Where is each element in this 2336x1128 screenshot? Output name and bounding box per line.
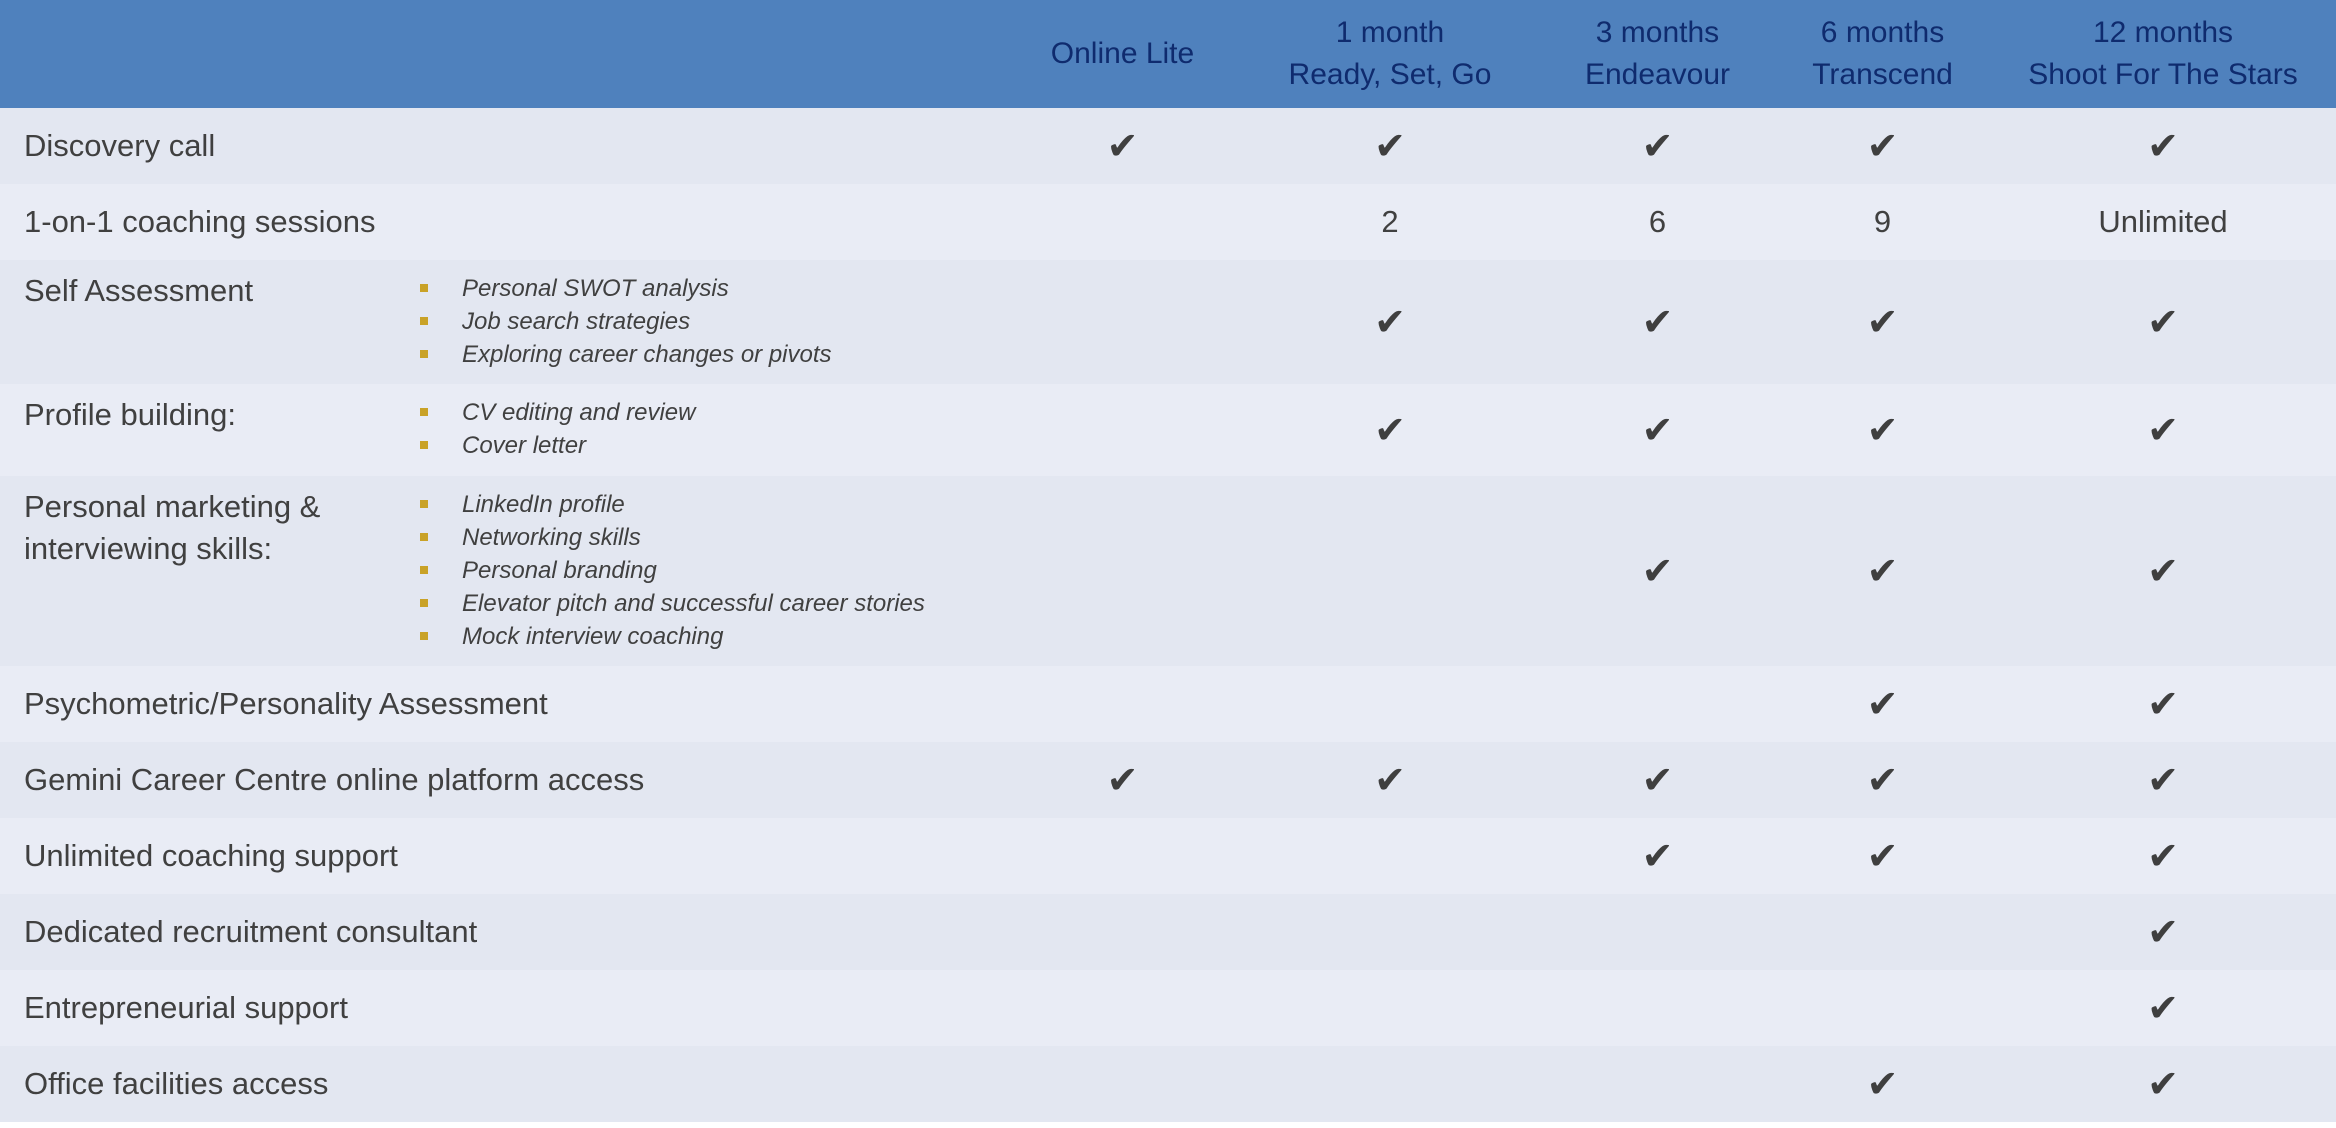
table-cell xyxy=(1995,184,2331,260)
table-cell xyxy=(1235,260,1545,384)
table-cell xyxy=(1235,970,1545,1046)
table-cell xyxy=(1235,894,1545,970)
checkmark-icon: ✔ xyxy=(1641,758,1674,802)
header-line1: Online Lite xyxy=(1050,37,1195,70)
checkmark-icon: ✔ xyxy=(1866,549,1899,593)
checkmark-icon: ✔ xyxy=(2147,1062,2179,1106)
checkmark-icon: ✔ xyxy=(2147,910,2179,954)
row-label: Dedicated recruitment consultant xyxy=(24,914,478,949)
list-item xyxy=(420,521,925,554)
square-bullet-icon xyxy=(420,284,428,292)
table-cell xyxy=(1010,476,1235,666)
checkmark-icon: ✔ xyxy=(1641,549,1674,593)
table-row xyxy=(0,742,2336,818)
checkmark-icon: ✔ xyxy=(1641,124,1674,168)
checkmark-icon: ✔ xyxy=(1641,408,1674,452)
table-cell xyxy=(1770,894,1995,970)
list-item xyxy=(420,488,925,521)
checkmark-icon: ✔ xyxy=(2147,758,2179,802)
checkmark-icon: ✔ xyxy=(1374,300,1406,344)
list-item xyxy=(420,272,832,305)
square-bullet-icon xyxy=(420,500,428,508)
table-cell xyxy=(1770,184,1995,260)
list-item xyxy=(420,620,925,653)
header-line1: 6 months xyxy=(1820,16,1945,49)
header-12-months xyxy=(1995,0,2331,108)
bullet-text: Personal branding xyxy=(462,557,657,584)
table-row xyxy=(0,1046,2336,1122)
checkmark-icon: ✔ xyxy=(1866,1062,1899,1106)
table-cell xyxy=(1010,184,1235,260)
table-cell xyxy=(1545,742,1770,818)
cell-value: 9 xyxy=(1873,204,1892,239)
checkmark-icon: ✔ xyxy=(2147,408,2179,452)
table-cell xyxy=(1545,384,1770,476)
header-6-months xyxy=(1770,0,1995,108)
table-cell xyxy=(1545,108,1770,184)
row-label: Self Assessment xyxy=(24,273,254,308)
checkmark-icon: ✔ xyxy=(2147,124,2179,168)
square-bullet-icon xyxy=(420,599,428,607)
table-cell xyxy=(1545,1046,1770,1122)
checkmark-icon: ✔ xyxy=(2147,986,2179,1030)
table-cell xyxy=(1545,894,1770,970)
cell-value: Unlimited xyxy=(2098,204,2228,239)
table-row xyxy=(0,476,2336,666)
square-bullet-icon xyxy=(420,632,428,640)
header-line2: Transcend xyxy=(1812,58,1953,91)
table-cell xyxy=(1770,742,1995,818)
table-body xyxy=(0,108,2336,1122)
table-cell xyxy=(1010,970,1235,1046)
list-item xyxy=(420,554,925,587)
checkmark-icon: ✔ xyxy=(1866,834,1899,878)
square-bullet-icon xyxy=(420,350,428,358)
table-cell xyxy=(1770,666,1995,742)
bullet-text: CV editing and review xyxy=(462,399,696,426)
row-label: Psychometric/Personality Assessment xyxy=(24,686,548,721)
square-bullet-icon xyxy=(420,408,428,416)
table-cell xyxy=(1235,818,1545,894)
table-cell xyxy=(1995,476,2331,666)
cell-value: 2 xyxy=(1381,204,1399,239)
row-label: Entrepreneurial support xyxy=(24,990,348,1025)
table-cell xyxy=(1770,260,1995,384)
table-cell xyxy=(1010,384,1235,476)
table-cell xyxy=(1010,1046,1235,1122)
checkmark-icon: ✔ xyxy=(1374,124,1406,168)
square-bullet-icon xyxy=(420,533,428,541)
table-cell xyxy=(1995,1046,2331,1122)
row-label: Discovery call xyxy=(24,128,216,163)
table-cell xyxy=(1545,476,1770,666)
checkmark-icon: ✔ xyxy=(2147,682,2179,726)
square-bullet-icon xyxy=(420,566,428,574)
row-label: Personal marketing & interviewing skills: xyxy=(24,489,321,566)
checkmark-icon: ✔ xyxy=(1374,758,1406,802)
list-item xyxy=(420,587,925,620)
table-header xyxy=(0,0,2336,108)
table-cell xyxy=(1545,666,1770,742)
table-cell xyxy=(1770,818,1995,894)
table-row xyxy=(0,818,2336,894)
table-cell xyxy=(1995,384,2331,476)
header-line1: 1 month xyxy=(1335,16,1445,49)
table-row xyxy=(0,894,2336,970)
bullet-text: Personal SWOT analysis xyxy=(462,275,729,302)
checkmark-icon: ✔ xyxy=(1866,408,1899,452)
checkmark-icon: ✔ xyxy=(1866,682,1899,726)
cell-value: 6 xyxy=(1648,204,1667,239)
table-cell xyxy=(1235,742,1545,818)
table-cell xyxy=(1995,970,2331,1046)
table-row xyxy=(0,184,2336,260)
table-cell xyxy=(1010,666,1235,742)
table-cell xyxy=(1770,384,1995,476)
table-cell xyxy=(1770,1046,1995,1122)
header-line1: 3 months xyxy=(1595,16,1720,49)
table-cell xyxy=(1770,108,1995,184)
bullet-text: Networking skills xyxy=(462,524,641,551)
feature-bullet-list xyxy=(420,396,695,462)
checkmark-icon: ✔ xyxy=(1641,834,1674,878)
list-item xyxy=(420,338,832,371)
bullet-text: Cover letter xyxy=(462,432,587,459)
table-row xyxy=(0,108,2336,184)
bullet-text: Mock interview coaching xyxy=(462,623,724,650)
checkmark-icon: ✔ xyxy=(1106,758,1139,802)
checkmark-icon: ✔ xyxy=(1866,758,1899,802)
table-cell xyxy=(1545,260,1770,384)
table-cell xyxy=(1545,818,1770,894)
table-cell xyxy=(1235,184,1545,260)
table-cell xyxy=(1010,108,1235,184)
table-cell xyxy=(1010,818,1235,894)
table-cell xyxy=(1010,260,1235,384)
feature-bullet-list xyxy=(420,488,925,653)
header-line2: Ready, Set, Go xyxy=(1288,58,1492,91)
bullet-text: Exploring career changes or pivots xyxy=(462,341,832,368)
checkmark-icon: ✔ xyxy=(1641,300,1674,344)
bullet-text: Elevator pitch and successful career stories xyxy=(462,590,925,617)
table-cell xyxy=(1770,476,1995,666)
table-cell xyxy=(1235,666,1545,742)
table-cell xyxy=(1545,970,1770,1046)
checkmark-icon: ✔ xyxy=(1106,124,1139,168)
header-line1: 12 months xyxy=(2092,16,2234,49)
row-label: Gemini Career Centre online platform access xyxy=(24,762,645,797)
table-cell xyxy=(1995,894,2331,970)
table-row xyxy=(0,970,2336,1046)
row-label: 1-on-1 coaching sessions xyxy=(24,204,376,239)
list-item xyxy=(420,429,695,462)
checkmark-icon: ✔ xyxy=(1866,300,1899,344)
table-cell xyxy=(1995,742,2331,818)
table-cell xyxy=(1545,184,1770,260)
row-label: Office facilities access xyxy=(24,1066,329,1101)
list-item xyxy=(420,396,695,429)
checkmark-icon: ✔ xyxy=(2147,834,2179,878)
bullet-text: Job search strategies xyxy=(462,308,691,335)
table-cell xyxy=(1995,666,2331,742)
header-line2: Endeavour xyxy=(1584,58,1731,91)
checkmark-icon: ✔ xyxy=(2147,300,2179,344)
table-cell xyxy=(1235,384,1545,476)
table-cell xyxy=(1770,970,1995,1046)
checkmark-icon: ✔ xyxy=(1374,408,1406,452)
header-line2: Shoot For The Stars xyxy=(2028,58,2298,91)
table-row xyxy=(0,260,2336,384)
table-cell xyxy=(1995,108,2331,184)
checkmark-icon: ✔ xyxy=(2147,549,2179,593)
header-online-lite xyxy=(1010,0,1235,108)
row-label: Unlimited coaching support xyxy=(24,838,398,873)
table-cell xyxy=(1235,1046,1545,1122)
table-cell xyxy=(1235,108,1545,184)
checkmark-icon: ✔ xyxy=(1866,124,1899,168)
row-label: Profile building: xyxy=(24,397,236,432)
table-cell xyxy=(1995,260,2331,384)
list-item xyxy=(420,305,832,338)
feature-bullet-list xyxy=(420,272,832,371)
table-cell xyxy=(1010,742,1235,818)
header-1-month xyxy=(1235,0,1545,108)
bullet-text: LinkedIn profile xyxy=(462,491,625,518)
table-row xyxy=(0,384,2336,476)
header-3-months xyxy=(1545,0,1770,108)
table-row xyxy=(0,666,2336,742)
square-bullet-icon xyxy=(420,441,428,449)
table-cell xyxy=(1995,818,2331,894)
square-bullet-icon xyxy=(420,317,428,325)
table-cell xyxy=(1235,476,1545,666)
table-cell xyxy=(1010,894,1235,970)
